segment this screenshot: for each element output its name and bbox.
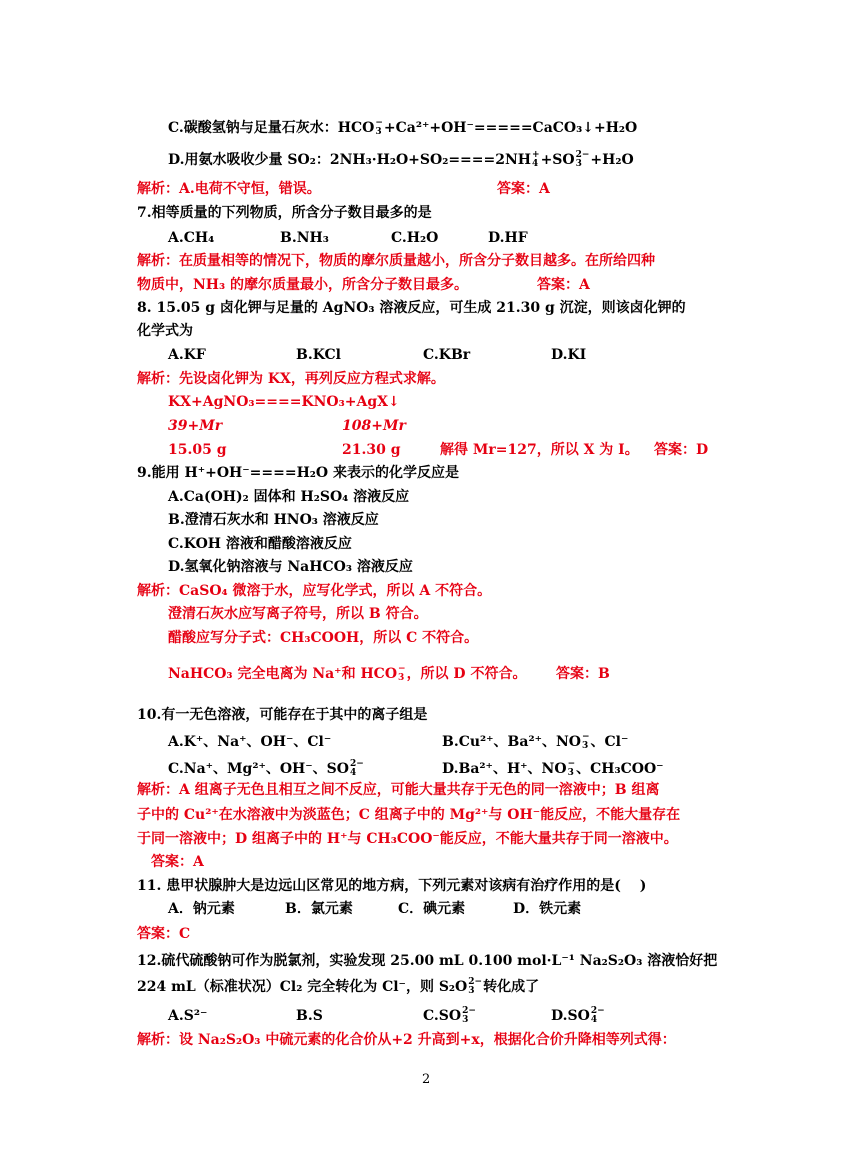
q6-answer: 答案：A	[497, 181, 550, 197]
q12-stem-line2	[137, 977, 539, 997]
q6-option-d	[168, 150, 634, 170]
ion-charge: 2−	[349, 759, 364, 769]
q11-option-d: D．铁元素	[513, 901, 582, 917]
q10-option-d	[442, 759, 664, 779]
q6-optd-text: D.用氨水吸收少量 SO₂：2NH₃·H₂O+SO₂====2NH	[168, 152, 532, 168]
ion-so3	[462, 1007, 476, 1025]
q9-answer: 答案：B	[556, 666, 610, 682]
ion-count: 3	[375, 127, 382, 137]
ion-no3	[582, 733, 590, 751]
q6-optd-mid: +SO	[540, 152, 575, 168]
q10-optd-post: 、CH₃COO⁻	[576, 761, 664, 777]
ion-charge: −	[398, 664, 406, 674]
ion-so4	[591, 1007, 605, 1025]
q6-analysis: 解析：A.电荷不守恒，错误。	[137, 181, 321, 197]
q9-option-b: B.澄清石灰水和 HNO₃ 溶液反应	[168, 512, 379, 528]
q11-answer: 答案：C	[137, 926, 191, 942]
q12-option-c	[423, 1006, 477, 1026]
ion-s2o3	[468, 978, 482, 996]
q7-option-a: A.CH₄	[168, 230, 215, 246]
ion-count: 3	[581, 741, 589, 751]
q8-option-d: D.KI	[551, 347, 587, 363]
ion-so3	[576, 151, 590, 169]
q9-option-d: D.氢氧化钠溶液与 NaHCO₃ 溶液反应	[168, 559, 413, 575]
q6-option-c	[168, 118, 637, 138]
q8-mass-right: 21.30 g	[342, 442, 401, 458]
ion-charge: 2−	[575, 150, 590, 160]
q9-stem: 9.能用 H⁺+OH⁻====H₂O 来表示的化学反应是	[137, 465, 459, 481]
q9-analysis-line3: 醋酸应写分子式：CH₃COOH，所以 C 不符合。	[168, 630, 479, 646]
ion-charge: +	[532, 150, 540, 160]
q11-option-a: A．钠元素	[168, 901, 235, 917]
q10-analysis-line1: 解析：A 组离子无色且相互之间不反应，可能大量共存于无色的同一溶液中；B 组离	[137, 782, 660, 798]
q6-optd-end: +H₂O	[590, 152, 634, 168]
q12-stem-line1: 12.硫代硫酸钠可作为脱氯剂，实验发现 25.00 mL 0.100 mol·L⁻¹ Na₂S₂O₃ 溶液恰好把	[137, 953, 718, 969]
ion-count: 3	[468, 986, 475, 996]
ion-charge: −	[375, 118, 383, 128]
q8-mr-right: 108+Mr	[342, 418, 406, 434]
q10-optd-pre: D.Ba²⁺、H⁺、NO	[442, 761, 567, 777]
q7-analysis-line2: 物质中，NH₃ 的摩尔质量最小，所含分子数目最多。	[137, 277, 469, 293]
ion-count: 3	[567, 768, 574, 778]
ion-charge: −	[567, 759, 576, 769]
q8-equation: KX+AgNO₃====KNO₃+AgX↓	[168, 394, 400, 410]
q10-option-c	[168, 759, 365, 779]
q8-option-b: B.KCl	[296, 347, 341, 363]
q11-stem: 11. 患甲状腺肿大是边远山区常见的地方病，下列元素对该病有治疗作用的是( )	[137, 878, 647, 894]
ion-hco3	[398, 665, 406, 683]
ion-count: 4	[349, 768, 357, 778]
q9-option-a: A.Ca(OH)₂ 固体和 H₂SO₄ 溶液反应	[168, 489, 410, 505]
q12-option-d	[551, 1006, 606, 1026]
q12-optd-pre: D.SO	[551, 1008, 590, 1024]
ion-count: 4	[532, 159, 539, 169]
q7-option-d: D.HF	[488, 230, 528, 246]
q9-option-c: C.KOH 溶液和醋酸溶液反应	[168, 536, 352, 552]
q7-answer: 答案：A	[537, 277, 590, 293]
q10-optb-post: 、Cl⁻	[590, 734, 629, 750]
q10-analysis-line3: 于同一溶液中；D 组离子中的 H⁺与 CH₃COO⁻能反应，不能大量共存于同一溶液中。	[137, 831, 678, 847]
ion-no3	[568, 760, 576, 778]
q8-stem-line1: 8. 15.05 g 卤化钾与足量的 AgNO₃ 溶液反应，可生成 21.30 g 沉淀，则该卤化钾的	[137, 300, 686, 316]
q8-mass-left: 15.05 g	[168, 442, 227, 458]
ion-count: 3	[398, 673, 405, 683]
q8-mr-left: 39+Mr	[168, 418, 223, 434]
q6-optc-rest: +Ca²⁺+OH⁻=====CaCO₃↓+H₂O	[383, 120, 638, 136]
q11-option-c: C．碘元素	[398, 901, 466, 917]
q12-analysis: 解析：设 Na₂S₂O₃ 中硫元素的化合价从+2 升高到+x，根据化合价升降相等列式得：	[137, 1032, 676, 1048]
ion-count: 3	[575, 159, 582, 169]
ion-hco3	[375, 119, 383, 137]
q9-a4-pre: NaHCO₃ 完全电离为 Na⁺和 HCO	[168, 666, 398, 682]
ion-so4	[350, 760, 364, 778]
q8-solve: 解得 Mr=127，所以 X 为 I。	[440, 442, 639, 458]
q9-a4-post: ，所以 D 不符合。	[406, 666, 527, 682]
q10-analysis-line2: 子中的 Cu²⁺在水溶液中为淡蓝色；C 组离子中的 Mg²⁺与 OH⁻能反应，不能大量存在	[137, 807, 681, 823]
q7-analysis-line1: 解析：在质量相等的情况下，物质的摩尔质量越小，所含分子数目越多。在所给四种	[137, 253, 655, 269]
q8-analysis: 解析：先设卤化钾为 KX，再列反应方程式求解。	[137, 371, 445, 387]
ion-count: 4	[590, 1015, 598, 1025]
q11-option-b: B．氯元素	[285, 901, 353, 917]
ion-nh4	[532, 151, 540, 169]
q8-option-c: C.KBr	[423, 347, 471, 363]
q12-optc-pre: C.SO	[423, 1008, 462, 1024]
q7-stem: 7.相等质量的下列物质，所含分子数目最多的是	[137, 205, 432, 221]
q10-optc-pre: C.Na⁺、Mg²⁺、OH⁻、SO	[168, 761, 349, 777]
q10-answer: 答案：A	[151, 854, 204, 870]
q10-option-a: A.K⁺、Na⁺、OH⁻、Cl⁻	[168, 734, 332, 750]
page-number: 2	[422, 1072, 431, 1087]
q8-answer: 答案：D	[654, 442, 709, 458]
ion-charge: 2−	[462, 1006, 476, 1016]
q10-option-b	[442, 732, 628, 752]
q9-analysis-line2: 澄清石灰水应写离子符号，所以 B 符合。	[168, 606, 428, 622]
q6-optc-text: C.碳酸氢钠与足量石灰水：HCO	[168, 120, 375, 136]
ion-charge: 2−	[468, 977, 483, 987]
q12-stem2-pre: 224 mL（标准状况）Cl₂ 完全转化为 Cl⁻，则 S₂O	[137, 979, 468, 995]
ion-count: 3	[462, 1015, 469, 1025]
q10-stem: 10.有一无色溶液，可能存在于其中的离子组是	[137, 707, 428, 723]
q7-option-b: B.NH₃	[280, 230, 329, 246]
q9-analysis-line1: 解析：CaSO₄ 微溶于水，应写化学式，所以 A 不符合。	[137, 583, 492, 599]
ion-charge: −	[581, 732, 590, 742]
q7-option-c: C.H₂O	[391, 230, 439, 246]
q12-stem2-post: 转化成了	[483, 979, 540, 995]
q12-option-b: B.S	[296, 1008, 323, 1024]
q8-stem-line2: 化学式为	[137, 323, 193, 339]
q9-analysis-line4	[168, 664, 526, 684]
q10-optb-pre: B.Cu²⁺、Ba²⁺、NO	[442, 734, 581, 750]
ion-charge: 2−	[590, 1006, 605, 1016]
q12-option-a: A.S²⁻	[168, 1008, 208, 1024]
q8-option-a: A.KF	[168, 347, 206, 363]
